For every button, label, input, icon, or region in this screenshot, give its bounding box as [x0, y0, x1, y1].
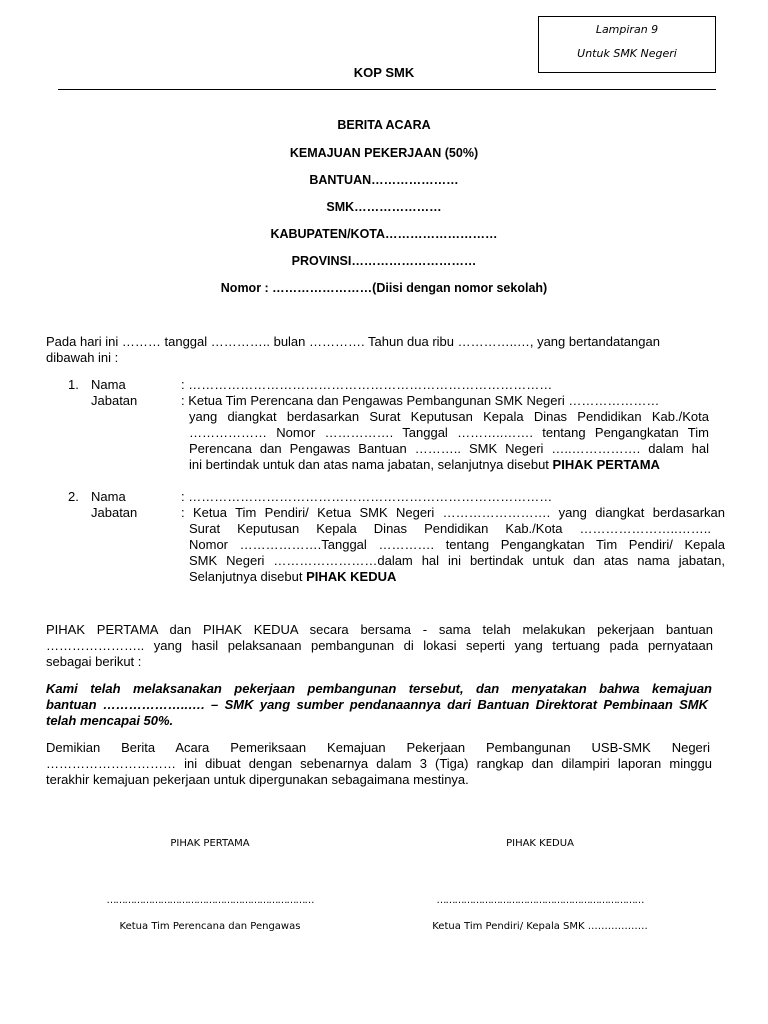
title-smk: SMK………………… [326, 200, 442, 214]
party1-number: 1. [68, 377, 79, 392]
party2-jabatan-line: SMK Negeri ……………………dalam hal ini bertindak untuk dan atas nama jabatan, [189, 553, 725, 568]
closing-line: ………………………… ini dibuat dengan sebenarnya dalam 3 (Tiga) rangkap dan dilampiri laporan minggu [46, 756, 712, 771]
party2-closing: Selanjutnya disebut [189, 569, 303, 584]
title-kabupaten: KABUPATEN/KOTA……………………… [270, 227, 498, 241]
party1-jabatan-line: ……………… Nomor ……………. Tanggal ………..……. tentang Pengangkatan Tim [189, 425, 709, 440]
party2-jabatan-line [189, 569, 396, 584]
party1-jabatan-line [189, 457, 660, 472]
signature-right-name: Ketua Tim Pendiri/ Kepala SMK ……………… [432, 921, 648, 932]
signature-right-line: …………………………………………………………… [436, 895, 644, 906]
party2-jabatan-label: Jabatan [91, 505, 138, 520]
closing-line: terakhir kemajuan pekerjaan untuk dipergunakan sebagaimana mestinya. [46, 772, 469, 787]
doc-subtitle: KEMAJUAN PEKERJAAN (50%) [289, 146, 479, 160]
attachment-target: Untuk SMK Negeri [577, 47, 677, 60]
party1-nama-value: : ………………………………………………………………………… [181, 377, 553, 392]
title-provinsi: PROVINSI………………………… [291, 254, 477, 268]
party1-jabatan-line: Perencana dan Pengawas Bantuan ……….. SMK Negeri …..……………. dalam hal [189, 441, 709, 456]
paragraph-line: sebagai berikut : [46, 654, 142, 669]
closing-line: Demikian Berita Acara Pemeriksaan Kemajuan Pekerjaan Pembangunan USB-SMK Negeri [46, 740, 710, 755]
header-divider [58, 89, 716, 90]
party2-jabatan-line: : Ketua Tim Pendiri/ Ketua SMK Negeri ……………………. yang diangkat berdasarkan [181, 505, 725, 520]
attachment-label: Lampiran 9 [595, 23, 659, 36]
doc-title: BERITA ACARA [337, 118, 431, 132]
party1-jabatan-label: Jabatan [91, 393, 138, 408]
title-nomor: Nomor : ……………………(Diisi dengan nomor sekolah) [220, 281, 548, 295]
signature-right-title: PIHAK KEDUA [506, 838, 574, 849]
paragraph-line: PIHAK PERTAMA dan PIHAK KEDUA secara bersama - sama telah melakukan pekerjaan bantuan [46, 622, 713, 637]
letterhead: KOP SMK [353, 65, 415, 80]
paragraph-line: ………………….. yang hasil pelaksanaan pembangunan di lokasi seperti yang tertuang pada pernyataan [46, 638, 713, 653]
party2-nama-value: : ………………………………………………………………………… [181, 489, 553, 504]
party2-jabatan-line: Nomor ……………….Tanggal …………. tentang Pengangkatan Tim Pendiri/ Kepala [189, 537, 725, 552]
signature-left-name: Ketua Tim Perencana dan Pengawas [119, 921, 301, 932]
statement-line: Kami telah melaksanakan pekerjaan pembangunan tersebut, dan menyatakan bahwa kemajuan [46, 681, 712, 696]
party2-role: PIHAK KEDUA [306, 569, 397, 584]
intro-line: Pada hari ini ……… tanggal ………….. bulan …………. Tahun dua ribu …………..…, yang bertandatangan [46, 334, 660, 349]
party1-jabatan-line: yang diangkat berdasarkan Surat Keputusan Kepala Dinas Pendidikan Kab./Kota [189, 409, 709, 424]
statement-line: telah mencapai 50%. [46, 713, 174, 728]
title-bantuan: BANTUAN………………… [309, 173, 459, 187]
signature-left-line: …………………………………………………………… [106, 895, 314, 906]
signature-left-title: PIHAK PERTAMA [170, 838, 250, 849]
party1-jabatan-line: : Ketua Tim Perencana dan Pengawas Pembangunan SMK Negeri ………………… [181, 393, 660, 408]
party1-nama-label: Nama [91, 377, 126, 392]
statement-line: bantuan ………………..…. – SMK yang sumber pendanaannya dari Bantuan Direktorat Pembinaan SMK [46, 697, 708, 712]
intro-line: dibawah ini : [46, 350, 119, 365]
party2-nama-label: Nama [91, 489, 126, 504]
party1-role: PIHAK PERTAMA [552, 457, 660, 472]
party1-closing: ini bertindak untuk dan atas nama jabatan, selanjutnya disebut [189, 457, 549, 472]
party2-jabatan-line: Surat Keputusan Kepala Dinas Pendidikan Kab./Kota …………………..…….. [189, 521, 711, 536]
party2-number: 2. [68, 489, 79, 504]
